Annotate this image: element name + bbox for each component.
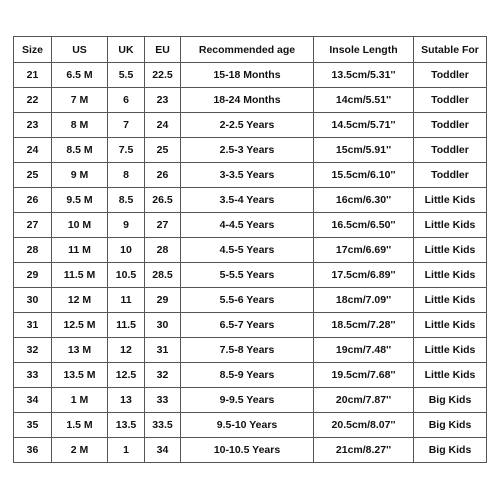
cell-us: 1.5 M	[52, 413, 108, 438]
cell-insole-length: 14cm/5.51''	[314, 88, 414, 113]
cell-uk: 10.5	[108, 263, 145, 288]
cell-eu: 28.5	[145, 263, 181, 288]
cell-uk: 13.5	[108, 413, 145, 438]
cell-uk: 1	[108, 438, 145, 463]
cell-insole-length: 15cm/5.91''	[314, 138, 414, 163]
table-row	[14, 363, 487, 388]
cell-recommended-age: 2.5-3 Years	[181, 138, 314, 163]
cell-eu: 30	[145, 313, 181, 338]
table-row	[14, 213, 487, 238]
header-size: Size	[14, 37, 52, 63]
cell-uk: 8	[108, 163, 145, 188]
cell-eu: 33	[145, 388, 181, 413]
cell-eu: 23	[145, 88, 181, 113]
cell-size: 28	[14, 238, 52, 263]
cell-insole-length: 16.5cm/6.50''	[314, 213, 414, 238]
table-row	[14, 188, 487, 213]
table-row	[14, 263, 487, 288]
cell-uk: 12.5	[108, 363, 145, 388]
cell-size: 34	[14, 388, 52, 413]
cell-recommended-age: 6.5-7 Years	[181, 313, 314, 338]
cell-size: 29	[14, 263, 52, 288]
cell-size: 36	[14, 438, 52, 463]
cell-eu: 27	[145, 213, 181, 238]
cell-recommended-age: 5.5-6 Years	[181, 288, 314, 313]
cell-eu: 34	[145, 438, 181, 463]
cell-eu: 26	[145, 163, 181, 188]
cell-recommended-age: 2-2.5 Years	[181, 113, 314, 138]
table-row	[14, 413, 487, 438]
cell-us: 10 M	[52, 213, 108, 238]
cell-recommended-age: 9.5-10 Years	[181, 413, 314, 438]
cell-us: 12 M	[52, 288, 108, 313]
cell-suitable-for: Big Kids	[414, 388, 487, 413]
cell-insole-length: 17cm/6.69''	[314, 238, 414, 263]
header-us: US	[52, 37, 108, 63]
cell-suitable-for: Toddler	[414, 88, 487, 113]
cell-us: 8 M	[52, 113, 108, 138]
table-row	[14, 288, 487, 313]
header-uk: UK	[108, 37, 145, 63]
cell-size: 32	[14, 338, 52, 363]
cell-us: 9.5 M	[52, 188, 108, 213]
header-insole-length: Insole Length	[314, 37, 414, 63]
table-row	[14, 63, 487, 88]
table-row	[14, 138, 487, 163]
table-row	[14, 238, 487, 263]
cell-suitable-for: Little Kids	[414, 313, 487, 338]
cell-us: 7 M	[52, 88, 108, 113]
cell-eu: 22.5	[145, 63, 181, 88]
cell-suitable-for: Toddler	[414, 138, 487, 163]
cell-recommended-age: 4.5-5 Years	[181, 238, 314, 263]
cell-recommended-age: 4-4.5 Years	[181, 213, 314, 238]
table-row	[14, 338, 487, 363]
cell-uk: 13	[108, 388, 145, 413]
cell-insole-length: 20.5cm/8.07''	[314, 413, 414, 438]
cell-suitable-for: Little Kids	[414, 263, 487, 288]
cell-recommended-age: 8.5-9 Years	[181, 363, 314, 388]
cell-insole-length: 19.5cm/7.68''	[314, 363, 414, 388]
cell-uk: 6	[108, 88, 145, 113]
header-eu: EU	[145, 37, 181, 63]
cell-suitable-for: Little Kids	[414, 213, 487, 238]
cell-us: 1 M	[52, 388, 108, 413]
cell-eu: 33.5	[145, 413, 181, 438]
cell-uk: 8.5	[108, 188, 145, 213]
cell-recommended-age: 10-10.5 Years	[181, 438, 314, 463]
cell-us: 6.5 M	[52, 63, 108, 88]
cell-eu: 32	[145, 363, 181, 388]
cell-insole-length: 18.5cm/7.28''	[314, 313, 414, 338]
cell-insole-length: 18cm/7.09''	[314, 288, 414, 313]
cell-recommended-age: 3.5-4 Years	[181, 188, 314, 213]
cell-suitable-for: Toddler	[414, 113, 487, 138]
cell-uk: 11.5	[108, 313, 145, 338]
cell-insole-length: 19cm/7.48''	[314, 338, 414, 363]
cell-uk: 7	[108, 113, 145, 138]
cell-eu: 26.5	[145, 188, 181, 213]
cell-eu: 24	[145, 113, 181, 138]
cell-suitable-for: Little Kids	[414, 363, 487, 388]
cell-size: 27	[14, 213, 52, 238]
cell-insole-length: 16cm/6.30''	[314, 188, 414, 213]
cell-us: 8.5 M	[52, 138, 108, 163]
cell-uk: 9	[108, 213, 145, 238]
cell-size: 35	[14, 413, 52, 438]
cell-size: 23	[14, 113, 52, 138]
cell-recommended-age: 15-18 Months	[181, 63, 314, 88]
cell-recommended-age: 5-5.5 Years	[181, 263, 314, 288]
cell-size: 22	[14, 88, 52, 113]
table-row	[14, 88, 487, 113]
cell-insole-length: 14.5cm/5.71''	[314, 113, 414, 138]
cell-insole-length: 17.5cm/6.89''	[314, 263, 414, 288]
table-row	[14, 313, 487, 338]
cell-eu: 28	[145, 238, 181, 263]
table-body	[14, 63, 487, 463]
header-recommended-age: Recommended age	[181, 37, 314, 63]
cell-eu: 29	[145, 288, 181, 313]
cell-us: 9 M	[52, 163, 108, 188]
cell-eu: 31	[145, 338, 181, 363]
cell-uk: 5.5	[108, 63, 145, 88]
cell-suitable-for: Toddler	[414, 163, 487, 188]
cell-us: 11 M	[52, 238, 108, 263]
cell-uk: 7.5	[108, 138, 145, 163]
cell-suitable-for: Little Kids	[414, 288, 487, 313]
cell-suitable-for: Little Kids	[414, 188, 487, 213]
cell-uk: 11	[108, 288, 145, 313]
cell-recommended-age: 18-24 Months	[181, 88, 314, 113]
header-suitable-for: Sutable For	[414, 37, 487, 63]
cell-eu: 25	[145, 138, 181, 163]
header-row	[14, 37, 487, 63]
cell-suitable-for: Little Kids	[414, 338, 487, 363]
size-chart-table	[13, 36, 487, 463]
cell-size: 24	[14, 138, 52, 163]
cell-recommended-age: 3-3.5 Years	[181, 163, 314, 188]
cell-insole-length: 21cm/8.27''	[314, 438, 414, 463]
cell-suitable-for: Toddler	[414, 63, 487, 88]
cell-insole-length: 20cm/7.87''	[314, 388, 414, 413]
cell-recommended-age: 9-9.5 Years	[181, 388, 314, 413]
cell-us: 11.5 M	[52, 263, 108, 288]
cell-size: 30	[14, 288, 52, 313]
cell-suitable-for: Little Kids	[414, 238, 487, 263]
cell-size: 21	[14, 63, 52, 88]
cell-insole-length: 13.5cm/5.31''	[314, 63, 414, 88]
cell-size: 25	[14, 163, 52, 188]
cell-uk: 10	[108, 238, 145, 263]
cell-size: 33	[14, 363, 52, 388]
cell-size: 31	[14, 313, 52, 338]
table-row	[14, 438, 487, 463]
cell-us: 13.5 M	[52, 363, 108, 388]
table-row	[14, 113, 487, 138]
cell-us: 13 M	[52, 338, 108, 363]
cell-recommended-age: 7.5-8 Years	[181, 338, 314, 363]
table-row	[14, 388, 487, 413]
table-row	[14, 163, 487, 188]
cell-size: 26	[14, 188, 52, 213]
cell-us: 12.5 M	[52, 313, 108, 338]
cell-suitable-for: Big Kids	[414, 413, 487, 438]
cell-uk: 12	[108, 338, 145, 363]
cell-suitable-for: Big Kids	[414, 438, 487, 463]
cell-us: 2 M	[52, 438, 108, 463]
cell-insole-length: 15.5cm/6.10''	[314, 163, 414, 188]
